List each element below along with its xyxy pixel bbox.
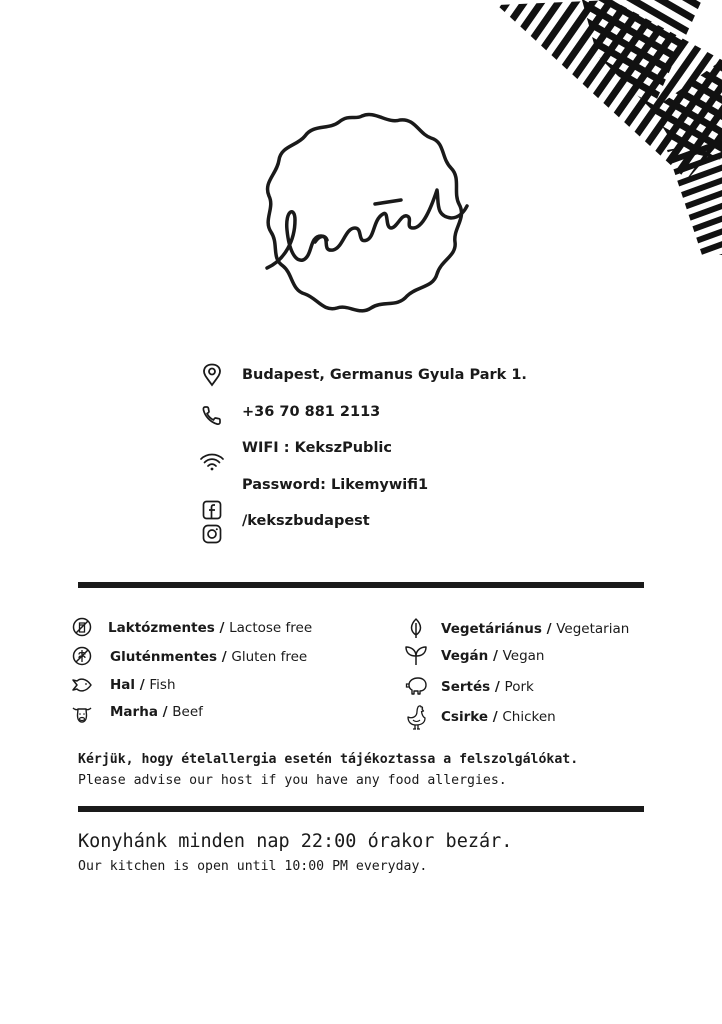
- wifi-name: WIFI : KekszPublic: [242, 440, 392, 456]
- legend-gluten-free: Gluténmentes / Gluten free: [110, 649, 308, 665]
- legend-fish: Hal / Fish: [110, 677, 176, 693]
- chicken-icon: [405, 704, 429, 730]
- social-handle: /kekszbudapest: [242, 513, 370, 529]
- location-pin-icon: [201, 363, 223, 387]
- lactose-free-icon: [72, 617, 92, 637]
- gluten-free-icon: [72, 646, 92, 666]
- divider-top: [78, 582, 644, 588]
- cow-icon: [71, 704, 93, 724]
- legend-vegetarian: Vegetáriánus / Vegetarian: [441, 621, 630, 637]
- kitchen-hours-en: Our kitchen is open until 10:00 PM everyday.: [78, 859, 428, 874]
- wifi-password: Password: Likemywifi1: [242, 477, 429, 493]
- divider-bottom: [78, 806, 644, 812]
- sprout-icon: [404, 645, 428, 667]
- phone-icon: [201, 404, 223, 426]
- fish-icon: [71, 676, 93, 694]
- kitchen-hours-hu: Konyhánk minden nap 22:00 órakor bezár.: [78, 831, 513, 852]
- allergy-notice-hu: Kérjük, hogy ételallergia esetén tájékoztassa a felszolgálókat.: [78, 752, 579, 767]
- instagram-icon: [202, 524, 222, 544]
- legend-beef: Marha / Beef: [110, 704, 203, 720]
- pig-icon: [405, 676, 429, 696]
- address: Budapest, Germanus Gyula Park 1.: [242, 367, 527, 383]
- keksz-logo: [255, 110, 470, 322]
- allergy-notice-en: Please advise our host if you have any food allergies.: [78, 773, 507, 788]
- legend-lactose-free: Laktózmentes / Lactose free: [108, 620, 313, 636]
- legend-vegan: Vegán / Vegan: [441, 648, 545, 664]
- legend-pork: Sertés / Pork: [441, 679, 534, 695]
- phone-number: +36 70 881 2113: [242, 404, 381, 420]
- facebook-icon: [202, 500, 222, 520]
- leaf-icon: [406, 617, 426, 639]
- wifi-icon: [199, 452, 225, 472]
- legend-chicken: Csirke / Chicken: [441, 709, 556, 725]
